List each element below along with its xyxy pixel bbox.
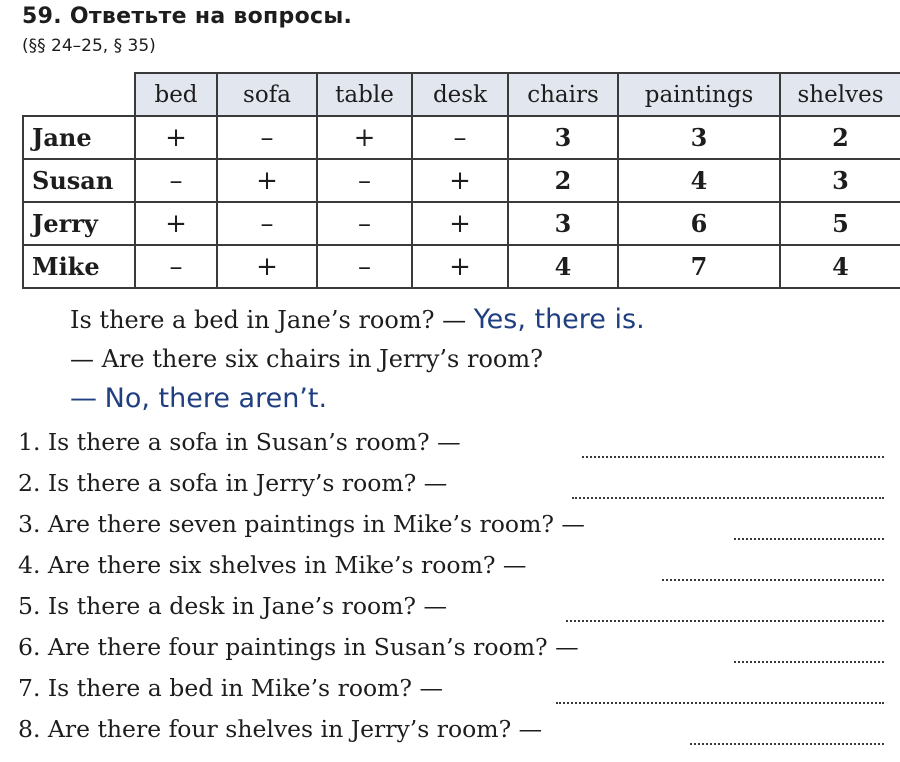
- answer-line-7[interactable]: [556, 702, 884, 704]
- table-cell: +: [135, 202, 217, 245]
- example-line-3: [70, 383, 327, 414]
- question-5: 5. Is there a desk in Jane’s room? —: [18, 592, 447, 620]
- table-cell: 2: [780, 116, 900, 159]
- table-cell: 3: [618, 116, 780, 159]
- table-cell: 2: [508, 159, 618, 202]
- question-3: 3. Are there seven paintings in Mike’s room? —: [18, 510, 585, 538]
- question-7: 7. Is there a bed in Mike’s room? —: [18, 674, 443, 702]
- table-cell: –: [135, 245, 217, 288]
- table-row: [23, 159, 900, 202]
- column-header: desk: [412, 73, 508, 116]
- table-cell: 4: [618, 159, 780, 202]
- table-cell: –: [412, 116, 508, 159]
- answer-line-8[interactable]: [690, 743, 884, 745]
- answer-line-4[interactable]: [662, 579, 884, 581]
- question-6: 6. Are there four paintings in Susan’s room? —: [18, 633, 579, 661]
- table-cell: –: [317, 159, 412, 202]
- table-cell: 5: [780, 202, 900, 245]
- table-row: [23, 245, 900, 288]
- furniture-table: [22, 72, 900, 289]
- table-cell: 3: [780, 159, 900, 202]
- table-cell: –: [217, 202, 317, 245]
- table-row: [23, 116, 900, 159]
- table-cell: 4: [780, 245, 900, 288]
- exercise-references: (§§ 24–25, § 35): [22, 36, 156, 56]
- answer-line-3[interactable]: [734, 538, 884, 540]
- table-cell: +: [217, 159, 317, 202]
- example-answer-2: No, there aren’t.: [104, 383, 328, 414]
- row-name: Mike: [23, 245, 135, 288]
- exercise-title: 59. Ответьте на вопросы.: [22, 4, 353, 29]
- table-row: [23, 202, 900, 245]
- table-cell: 7: [618, 245, 780, 288]
- table-cell: +: [135, 116, 217, 159]
- example-line-1: [70, 304, 645, 335]
- table-cell: –: [317, 202, 412, 245]
- column-header: table: [317, 73, 412, 116]
- question-4: 4. Are there six shelves in Mike’s room? —: [18, 551, 527, 579]
- answer-line-1[interactable]: [582, 456, 884, 458]
- row-name: Jane: [23, 116, 135, 159]
- table-cell: 3: [508, 202, 618, 245]
- answer-line-5[interactable]: [566, 620, 884, 622]
- column-header: chairs: [508, 73, 618, 116]
- question-1: 1. Is there a sofa in Susan’s room? —: [18, 428, 461, 456]
- example-question-1: Is there a bed in Jane’s room? —: [70, 306, 467, 334]
- table-cell: +: [317, 116, 412, 159]
- example-question-2: — Are there six chairs in Jerry’s room?: [70, 345, 543, 373]
- example-answer-dash: —: [70, 383, 97, 414]
- row-name: Susan: [23, 159, 135, 202]
- table-cell: 6: [618, 202, 780, 245]
- example-answer-1: Yes, there is.: [473, 304, 645, 335]
- table-cell: –: [217, 116, 317, 159]
- table-cell: +: [412, 245, 508, 288]
- table-cell: 4: [508, 245, 618, 288]
- table-cell: –: [317, 245, 412, 288]
- answer-line-2[interactable]: [572, 497, 884, 499]
- column-header: sofa: [217, 73, 317, 116]
- table-cell: +: [217, 245, 317, 288]
- question-8: 8. Are there four shelves in Jerry’s room? —: [18, 715, 543, 743]
- question-2: 2. Is there a sofa in Jerry’s room? —: [18, 469, 448, 497]
- table-cell: +: [412, 202, 508, 245]
- column-header: shelves: [780, 73, 900, 116]
- table-cell: –: [135, 159, 217, 202]
- table-cell: 3: [508, 116, 618, 159]
- table-header-row: [23, 73, 900, 116]
- column-header: paintings: [618, 73, 780, 116]
- answer-line-6[interactable]: [734, 661, 884, 663]
- table-cell: +: [412, 159, 508, 202]
- table-corner: [23, 73, 135, 116]
- row-name: Jerry: [23, 202, 135, 245]
- column-header: bed: [135, 73, 217, 116]
